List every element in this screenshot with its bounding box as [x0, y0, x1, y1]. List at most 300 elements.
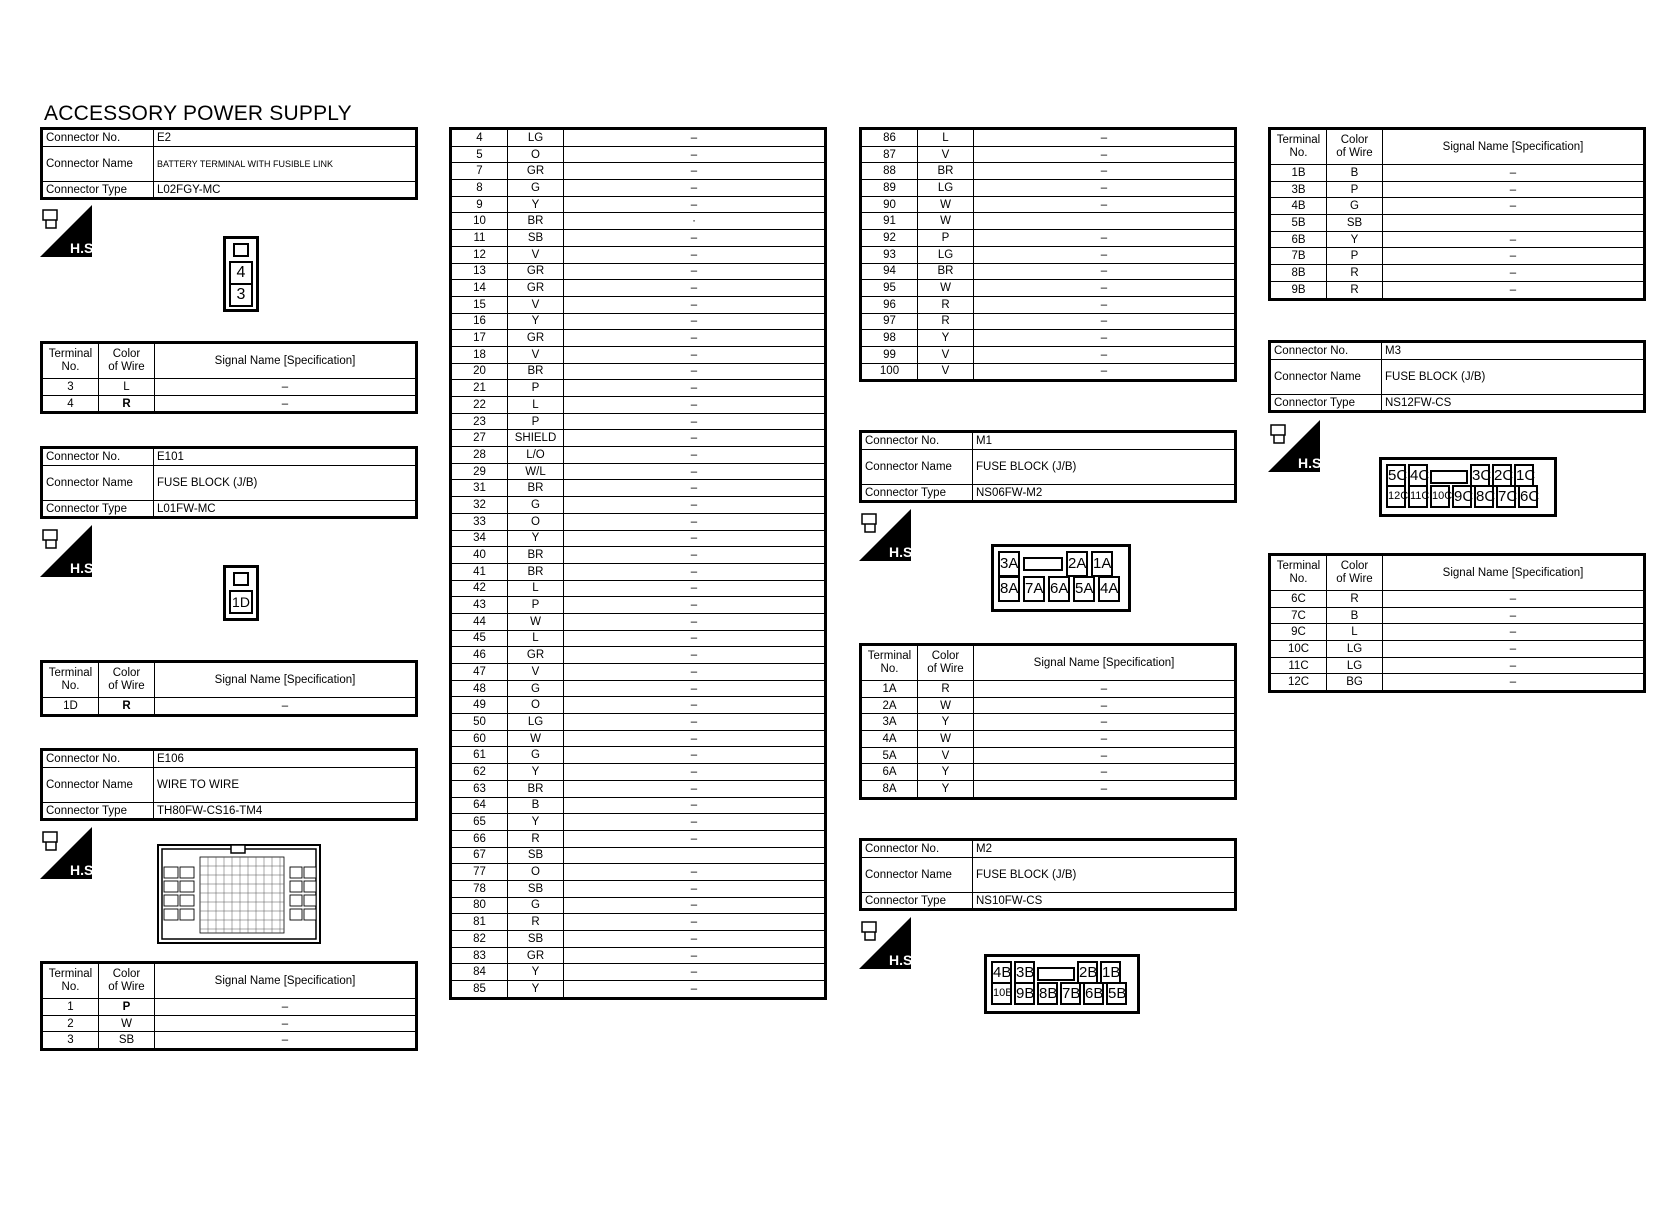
wire-color: W: [918, 697, 974, 714]
terminal-no: 50: [451, 714, 508, 731]
pin-label: 7A: [1023, 576, 1045, 602]
wire-color: P: [508, 597, 564, 614]
svg-text:H.S.: H.S.: [70, 560, 98, 576]
signal-name: –: [974, 731, 1236, 748]
connector-latch: [1023, 557, 1063, 571]
wire-color: O: [508, 864, 564, 881]
table-row: [861, 129, 1236, 147]
harness-side-icon: [40, 205, 98, 257]
terminal-no: 85: [451, 981, 508, 999]
wire-color: L: [1327, 624, 1383, 641]
table-row: [451, 613, 826, 630]
wire-color: BR: [918, 263, 974, 280]
table-row: [861, 731, 1236, 748]
table-row: 2 W –: [42, 1015, 417, 1032]
table-row: [1270, 248, 1645, 265]
signal-name: –: [1383, 265, 1645, 282]
signal-name: –: [564, 647, 826, 664]
table-row: [451, 797, 826, 814]
table-row: [861, 263, 1236, 280]
terminal-no: 83: [451, 947, 508, 964]
signal-name: –: [974, 196, 1236, 213]
terminal-no: 96: [861, 296, 918, 313]
table-row: [861, 764, 1236, 781]
terminal-table-e106-cont2: [859, 127, 1237, 382]
terminal-no: 4: [451, 129, 508, 147]
terminal-no: 42: [451, 580, 508, 597]
table-row: [451, 914, 826, 931]
signal-name: –: [974, 714, 1236, 731]
table-row: [451, 196, 826, 213]
terminal-no: 28: [451, 447, 508, 464]
connector-info-e106: Connector No. E106 Connector Name WIRE TO WIRE Connector Type TH80FW-CS16-TM4: [40, 748, 418, 821]
terminal-no: 6C: [1270, 591, 1327, 608]
signal-name: –: [1383, 165, 1645, 182]
terminal-no: 16: [451, 313, 508, 330]
table-row: [861, 146, 1236, 163]
terminal-no: 12C: [1270, 674, 1327, 692]
table-row: [1270, 265, 1645, 282]
terminal-no: 49: [451, 697, 508, 714]
signal-name: –: [564, 680, 826, 697]
wire-color: GR: [508, 330, 564, 347]
wire-color: B: [508, 797, 564, 814]
pin-label: 9B: [1014, 982, 1035, 1005]
wire-color: R: [1327, 265, 1383, 282]
signal-name: –: [564, 764, 826, 781]
table-row: [451, 163, 826, 180]
wire-color: G: [508, 497, 564, 514]
signal-name: –: [564, 730, 826, 747]
terminal-no: 21: [451, 380, 508, 397]
terminal-no: 60: [451, 730, 508, 747]
signal-name: –: [564, 463, 826, 480]
signal-name: –: [1383, 181, 1645, 198]
harness-side-icon: [1268, 420, 1326, 472]
signal-name: –: [564, 313, 826, 330]
signal-name: –: [1383, 281, 1645, 299]
terminal-no: 8B: [1270, 265, 1327, 282]
terminal-no: 87: [861, 146, 918, 163]
wire-color: SB: [508, 880, 564, 897]
table-row: [1270, 198, 1645, 215]
table-row: [451, 280, 826, 297]
signal-name: –: [974, 313, 1236, 330]
signal-name: –: [564, 697, 826, 714]
table-row: [1270, 165, 1645, 182]
wire-color: LG: [1327, 657, 1383, 674]
wire-color: Y: [918, 764, 974, 781]
table-row: [1270, 591, 1645, 608]
table-row: [861, 714, 1236, 731]
terminal-table-m3: Terminal No. Color of Wire Signal Name [Specification] 6C R – 7C B – 9C L – 10C LG – 11C LG – 12C BG –: [1268, 553, 1646, 693]
table-row: [451, 513, 826, 530]
table-row: [861, 246, 1236, 263]
table-row: [451, 714, 826, 731]
connector-info-m2: Connector No. M2 Connector Name FUSE BLOCK (J/B) Connector Type NS10FW-CS: [859, 838, 1237, 911]
wire-color: B: [1327, 607, 1383, 624]
signal-name: –: [564, 180, 826, 197]
wire-color: W: [508, 613, 564, 630]
table-row: [451, 447, 826, 464]
terminal-no: 11C: [1270, 657, 1327, 674]
terminal-no: 78: [451, 880, 508, 897]
signal-name: –: [564, 380, 826, 397]
wire-color: V: [918, 747, 974, 764]
wire-color: Y: [508, 964, 564, 981]
table-row: 3 L –: [42, 379, 417, 396]
terminal-no: 7B: [1270, 248, 1327, 265]
table-row: [451, 597, 826, 614]
table-row: [451, 497, 826, 514]
signal-name: –: [564, 814, 826, 831]
wire-color: V: [918, 363, 974, 381]
signal-name: –: [564, 230, 826, 247]
signal-name: –: [564, 330, 826, 347]
wire-color: V: [508, 296, 564, 313]
signal-name: –: [1383, 607, 1645, 624]
terminal-no: 80: [451, 897, 508, 914]
wire-color: GR: [508, 947, 564, 964]
table-row: [861, 346, 1236, 363]
table-row: [451, 664, 826, 681]
terminal-no: 64: [451, 797, 508, 814]
table-row: [451, 647, 826, 664]
wire-color: O: [508, 513, 564, 530]
wire-color: BR: [508, 363, 564, 380]
terminal-no: 4B: [1270, 198, 1327, 215]
signal-name: [974, 213, 1236, 230]
signal-name: –: [1383, 198, 1645, 215]
table-row: [451, 230, 826, 247]
pin-label: 3A: [998, 551, 1020, 577]
pin-label: 8A: [998, 576, 1020, 602]
terminal-no: 46: [451, 647, 508, 664]
table-row: [1270, 281, 1645, 299]
signal-name: [564, 847, 826, 864]
signal-name: –: [564, 397, 826, 414]
terminal-no: 61: [451, 747, 508, 764]
table-row: [861, 163, 1236, 180]
wire-color: SHIELD: [508, 430, 564, 447]
wire-color: O: [508, 697, 564, 714]
terminal-no: 10: [451, 213, 508, 230]
terminal-no: 5B: [1270, 215, 1327, 232]
wire-color: Y: [1327, 231, 1383, 248]
signal-name: –: [974, 363, 1236, 381]
terminal-no: 63: [451, 780, 508, 797]
table-row: [451, 630, 826, 647]
table-row: [861, 363, 1236, 381]
pin-label: 4C: [1408, 464, 1428, 487]
pin-label: 8B: [1037, 982, 1058, 1005]
wire-color: Y: [508, 981, 564, 999]
table-row: [451, 413, 826, 430]
table-row: 1D R –: [42, 698, 417, 716]
terminal-no: 4A: [861, 731, 918, 748]
table-row: [1270, 641, 1645, 658]
terminal-table-e106-cont1: [449, 127, 827, 1000]
pin-label: 5C: [1386, 464, 1406, 487]
signal-name: –: [564, 747, 826, 764]
harness-side-icon: [40, 525, 98, 577]
wire-color: V: [918, 146, 974, 163]
terminal-no: 15: [451, 296, 508, 313]
page-title: ACCESSORY POWER SUPPLY: [44, 102, 352, 125]
wire-color: BR: [508, 547, 564, 564]
table-row: [1270, 181, 1645, 198]
signal-name: –: [564, 931, 826, 948]
table-row: [451, 931, 826, 948]
signal-name: –: [564, 613, 826, 630]
signal-name: –: [1383, 231, 1645, 248]
pin-label: 5B: [1106, 982, 1127, 1005]
wire-color: Y: [918, 714, 974, 731]
table-row: [861, 196, 1236, 213]
wire-color: L: [508, 580, 564, 597]
pin-label: 4A: [1098, 576, 1120, 602]
wire-color: R: [918, 681, 974, 698]
wire-color: R: [918, 296, 974, 313]
table-row: [1270, 215, 1645, 232]
terminal-table-e101: Terminal No. Color of Wire Signal Name [Specification] 1D R –: [40, 660, 418, 717]
signal-name: –: [974, 697, 1236, 714]
table-row: [451, 764, 826, 781]
wire-color: B: [1327, 165, 1383, 182]
terminal-no: 48: [451, 680, 508, 697]
wire-color: G: [508, 680, 564, 697]
table-row: [451, 213, 826, 230]
signal-name: –: [564, 597, 826, 614]
terminal-no: 93: [861, 246, 918, 263]
signal-name: –: [564, 346, 826, 363]
signal-name: –: [974, 330, 1236, 347]
table-row: [451, 129, 826, 147]
signal-name: –: [564, 914, 826, 931]
harness-side-icon: [859, 917, 917, 969]
pin-label: 4B: [991, 961, 1012, 984]
table-row: [451, 530, 826, 547]
terminal-no: 31: [451, 480, 508, 497]
table-row: [451, 480, 826, 497]
terminal-no: 27: [451, 430, 508, 447]
table-row: [451, 864, 826, 881]
pin-label: 10B: [991, 982, 1012, 1005]
terminal-no: 8: [451, 180, 508, 197]
connector-info-m1: Connector No. M1 Connector Name FUSE BLOCK (J/B) Connector Type NS06FW-M2: [859, 430, 1237, 503]
terminal-no: 98: [861, 330, 918, 347]
signal-name: –: [564, 547, 826, 564]
wire-color: SB: [508, 847, 564, 864]
signal-name: –: [974, 280, 1236, 297]
terminal-no: 40: [451, 547, 508, 564]
table-row: [451, 380, 826, 397]
signal-name: –: [564, 897, 826, 914]
signal-name: –: [974, 747, 1236, 764]
wire-color: LG: [918, 246, 974, 263]
pin-label: 7B: [1060, 982, 1081, 1005]
wire-color: R: [1327, 281, 1383, 299]
terminal-no: 2A: [861, 697, 918, 714]
terminal-table-e106: Terminal No. Color of Wire Signal Name [Specification] 1 P – 2 W – 3 SB –: [40, 961, 418, 1051]
wire-color: G: [1327, 198, 1383, 215]
terminal-no: 44: [451, 613, 508, 630]
connector-face-e101: [223, 565, 259, 621]
table-row: [1270, 674, 1645, 692]
connector-latch: [233, 243, 249, 257]
table-row: [861, 313, 1236, 330]
signal-name: –: [974, 246, 1236, 263]
table-row: [451, 363, 826, 380]
table-row: [451, 330, 826, 347]
pin-label: 12C: [1386, 485, 1406, 508]
terminal-no: 11: [451, 230, 508, 247]
table-row: [451, 547, 826, 564]
terminal-no: 14: [451, 280, 508, 297]
harness-side-icon: [40, 827, 98, 879]
wire-color: P: [918, 230, 974, 247]
terminal-no: 20: [451, 363, 508, 380]
svg-text:H.S.: H.S.: [889, 544, 917, 560]
pin-label: 7C: [1496, 485, 1516, 508]
signal-name: –: [564, 864, 826, 881]
wire-color: R: [508, 830, 564, 847]
wire-color: W: [508, 730, 564, 747]
wire-color: P: [1327, 248, 1383, 265]
signal-name: –: [564, 146, 826, 163]
signal-name: –: [974, 346, 1236, 363]
wire-color: W/L: [508, 463, 564, 480]
wire-color: Y: [508, 530, 564, 547]
terminal-no: 9: [451, 196, 508, 213]
signal-name: –: [564, 430, 826, 447]
table-row: [451, 747, 826, 764]
terminal-no: 81: [451, 914, 508, 931]
pin-label: 1C: [1514, 464, 1534, 487]
table-row: [451, 680, 826, 697]
table-row: [451, 897, 826, 914]
connector-info-m3: Connector No. M3 Connector Name FUSE BLOCK (J/B) Connector Type NS12FW-CS: [1268, 340, 1646, 413]
wire-color: LG: [1327, 641, 1383, 658]
signal-name: –: [974, 781, 1236, 799]
pin-label: 1B: [1100, 961, 1121, 984]
wire-color: W: [918, 213, 974, 230]
pin-label: 4: [229, 261, 253, 285]
svg-text:H.S.: H.S.: [1298, 455, 1326, 471]
pin-label: 6C: [1518, 485, 1538, 508]
wire-color: O: [508, 146, 564, 163]
table-row: [1270, 624, 1645, 641]
terminal-no: 13: [451, 263, 508, 280]
table-row: 3 SB –: [42, 1032, 417, 1050]
table-row: [451, 981, 826, 999]
pin-label: 3B: [1014, 961, 1035, 984]
pin-label: 6A: [1048, 576, 1070, 602]
terminal-no: 92: [861, 230, 918, 247]
table-row: [451, 580, 826, 597]
terminal-no: 91: [861, 213, 918, 230]
table-row: [451, 180, 826, 197]
table-row: [861, 180, 1236, 197]
table-row: [451, 814, 826, 831]
wire-color: BR: [508, 563, 564, 580]
terminal-no: 45: [451, 630, 508, 647]
terminal-no: 5A: [861, 747, 918, 764]
terminal-no: 7: [451, 163, 508, 180]
table-row: [451, 430, 826, 447]
signal-name: –: [564, 664, 826, 681]
svg-text:H.S.: H.S.: [889, 952, 917, 968]
terminal-no: 9B: [1270, 281, 1327, 299]
signal-name: –: [564, 497, 826, 514]
terminal-no: 88: [861, 163, 918, 180]
wire-color: V: [918, 346, 974, 363]
terminal-table-e2: Terminal No. Color of Wire Signal Name [Specification] 3 L – 4 R –: [40, 341, 418, 414]
connector-latch: [1037, 967, 1075, 981]
wire-color: BG: [1327, 674, 1383, 692]
terminal-no: 10C: [1270, 641, 1327, 658]
terminal-no: 43: [451, 597, 508, 614]
pin-label: 1D: [229, 590, 253, 614]
terminal-no: 84: [451, 964, 508, 981]
terminal-no: 3A: [861, 714, 918, 731]
signal-name: –: [974, 129, 1236, 147]
connector-latch: [233, 572, 249, 586]
wire-color: P: [1327, 181, 1383, 198]
wire-color: GR: [508, 280, 564, 297]
signal-name: –: [564, 263, 826, 280]
table-row: [861, 747, 1236, 764]
wire-color: L: [508, 630, 564, 647]
terminal-no: 94: [861, 263, 918, 280]
table-row: [861, 330, 1236, 347]
signal-name: –: [564, 480, 826, 497]
wire-color: Y: [508, 313, 564, 330]
wire-color: GR: [508, 647, 564, 664]
signal-name: –: [1383, 674, 1645, 692]
signal-name: –: [974, 681, 1236, 698]
wire-color: Y: [508, 196, 564, 213]
wire-color: SB: [508, 931, 564, 948]
signal-name: –: [564, 947, 826, 964]
table-row: [451, 830, 826, 847]
connector-face-e106: [156, 843, 322, 945]
signal-name: –: [974, 263, 1236, 280]
table-row: [451, 847, 826, 864]
wire-color: BR: [918, 163, 974, 180]
signal-name: [1383, 215, 1645, 232]
signal-name: –: [974, 180, 1236, 197]
signal-name: –: [564, 280, 826, 297]
svg-text:H.S.: H.S.: [70, 862, 98, 878]
table-row: [451, 313, 826, 330]
terminal-no: 86: [861, 129, 918, 147]
wire-color: L: [918, 129, 974, 147]
terminal-no: 3B: [1270, 181, 1327, 198]
wire-color: W: [918, 196, 974, 213]
table-row: [451, 146, 826, 163]
wire-color: BR: [508, 213, 564, 230]
table-row: [861, 213, 1236, 230]
table-row: [451, 880, 826, 897]
signal-name: –: [564, 780, 826, 797]
table-row: [861, 781, 1236, 799]
table-row: [861, 296, 1236, 313]
signal-name: –: [974, 146, 1236, 163]
terminal-no: 89: [861, 180, 918, 197]
signal-name: –: [564, 363, 826, 380]
table-row: [1270, 231, 1645, 248]
